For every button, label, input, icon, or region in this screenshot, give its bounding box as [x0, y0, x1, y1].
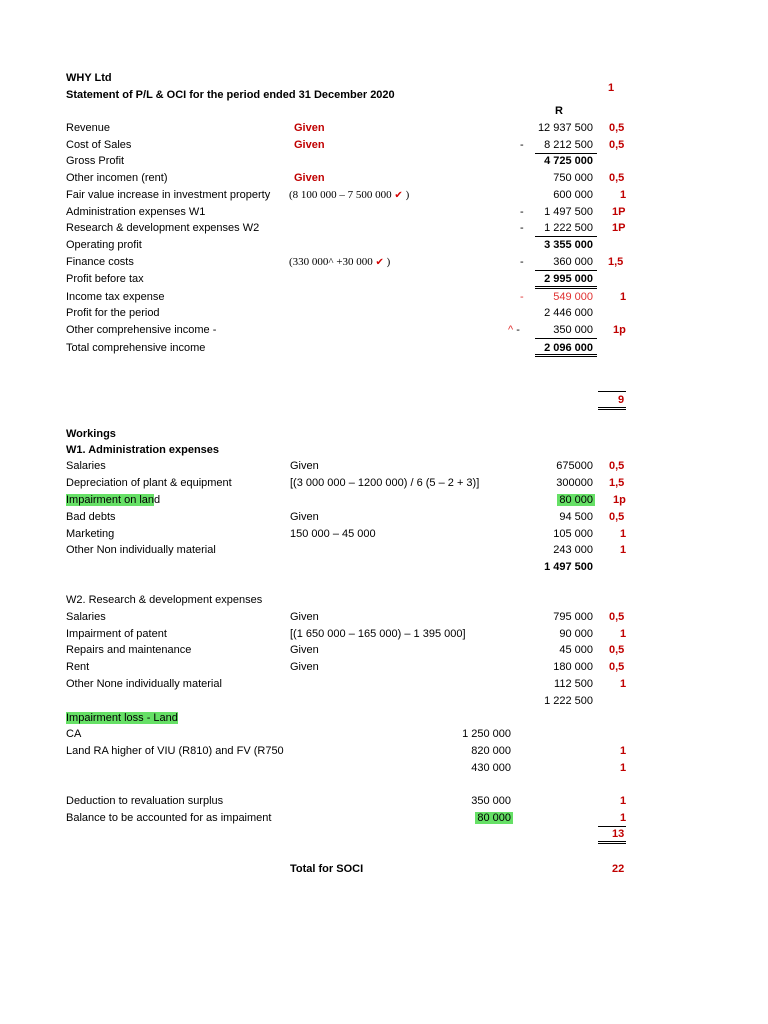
w1-note: Given [290, 511, 319, 523]
row-label: Other comprehensive income - [66, 324, 217, 336]
w1-label: Salaries [66, 460, 106, 472]
underline [535, 236, 597, 237]
row-note: (8 100 000 – 7 500 000 ✔ ) [289, 189, 410, 201]
w1-label: Marketing [66, 528, 115, 540]
w1-note: Given [290, 460, 319, 472]
imp-label: CA [66, 728, 82, 740]
row-label: Income tax expense [66, 291, 165, 303]
w1-mark: 1 [620, 544, 627, 556]
row-label: Administration expenses W1 [66, 206, 206, 218]
row-amount: 1 222 500 [544, 222, 593, 234]
label-rest: d [154, 494, 161, 506]
row-label: Total comprehensive income [66, 342, 206, 354]
row-mark: 1P [612, 206, 626, 218]
w2-label: Salaries [66, 611, 106, 623]
w1-label: Other Non individually material [66, 544, 216, 556]
total-soci-label: Total for SOCI [290, 863, 364, 875]
imp-amount [475, 811, 513, 825]
imp-mark: 1 [620, 745, 627, 757]
w1-amount: 105 000 [553, 528, 593, 540]
w2-note: [(1 650 000 – 165 000) – 1 395 000] [290, 628, 466, 640]
highlighted-amount: 80 000 [559, 494, 593, 506]
w1-amount [557, 493, 595, 507]
row-mark: 1P [612, 222, 626, 234]
imp-amount: 430 000 [471, 762, 511, 774]
row-note: Given [294, 122, 325, 134]
company-name: WHY Ltd [66, 72, 112, 84]
underline [535, 270, 597, 271]
impairment-title [66, 711, 178, 725]
highlighted-text: Impairment loss - Land [66, 712, 178, 724]
statement-title: Statement of P/L & OCI for the period ended 31 December 2020 [66, 89, 395, 101]
w2-mark: 0,5 [609, 661, 625, 673]
highlighted-text: Impairment on lan [66, 494, 155, 506]
row-amount: 360 000 [553, 256, 593, 268]
imp-mark: 1 [620, 795, 627, 807]
w2-amount: 795 000 [553, 611, 593, 623]
w1-label [66, 493, 160, 507]
row-label: Other incomen (rent) [66, 172, 168, 184]
row-sign: ^ - [508, 324, 520, 336]
row-amount: 12 937 500 [537, 122, 593, 134]
w2-amount: 180 000 [553, 661, 593, 673]
highlighted-amount: 80 000 [477, 812, 511, 824]
w2-amount: 90 000 [559, 628, 593, 640]
w1-note: 150 000 – 45 000 [290, 528, 376, 540]
w1-mark: 1p [613, 494, 626, 506]
underline [535, 338, 597, 339]
row-label: Cost of Sales [66, 139, 132, 151]
w1-amount: 94 500 [559, 511, 593, 523]
row-sign: - [520, 206, 524, 218]
w2-title: W2. Research & development expenses [66, 594, 263, 606]
row-mark: 0,5 [609, 172, 625, 184]
imp-amount: 1 250 000 [462, 728, 511, 740]
imp-amount: 350 000 [471, 795, 511, 807]
underline [598, 391, 626, 392]
imp-label: Land RA higher of VIU (R810) and FV (R750 [66, 745, 284, 757]
w2-label: Rent [66, 661, 90, 673]
w2-amount: 112 500 [554, 678, 593, 690]
double-underline [598, 841, 626, 844]
w1-total: 1 497 500 [544, 561, 593, 573]
row-amount: 350 000 [553, 324, 593, 336]
mark-top: 1 [608, 82, 615, 94]
row-amount: 2 096 000 [544, 342, 593, 354]
w2-label: Other None individually material [66, 678, 222, 690]
row-mark: 1 [620, 189, 627, 201]
imp-mark: 1 [620, 762, 627, 774]
row-note: (330 000^ +30 000 ✔ ) [289, 256, 391, 268]
w2-amount: 45 000 [559, 644, 593, 656]
caret-mark: ^ [508, 324, 514, 336]
row-label: Profit for the period [66, 307, 160, 319]
row-note-text: (8 100 000 – 7 500 000 [289, 189, 392, 201]
row-label: Revenue [66, 122, 111, 134]
row-amount: 549 000 [553, 291, 593, 303]
row-mark: 1 [620, 291, 627, 303]
double-underline [535, 354, 597, 357]
check-icon: ✔ [394, 190, 403, 201]
w1-mark: 0,5 [609, 511, 625, 523]
w1-amount: 675000 [556, 460, 593, 472]
row-label: Gross Profit [66, 155, 125, 167]
w1-label: Depreciation of plant & equipment [66, 477, 232, 489]
row-amount: 3 355 000 [544, 239, 593, 251]
w2-mark: 1 [620, 628, 627, 640]
imp-label: Deduction to revaluation surplus [66, 795, 224, 807]
row-amount: 2 995 000 [544, 273, 593, 285]
w1-label: Bad debts [66, 511, 116, 523]
w2-mark: 0,5 [609, 611, 625, 623]
row-sign: - [520, 256, 524, 268]
row-label: Finance costs [66, 256, 134, 268]
imp-label: Balance to be accounted for as impaiment [66, 812, 272, 824]
row-amount: 2 446 000 [544, 307, 593, 319]
w2-note: Given [290, 644, 319, 656]
row-sign: - [520, 291, 524, 303]
w1-amount: 243 000 [553, 544, 593, 556]
imp-amount: 820 000 [471, 745, 511, 757]
w2-note: Given [290, 611, 319, 623]
w2-note: Given [290, 661, 319, 673]
w1-mark: 1 [620, 528, 627, 540]
row-label: Fair value increase in investment property [66, 189, 271, 201]
workings-title: Workings [66, 428, 116, 440]
impairment-subtotal-mark: 13 [612, 828, 625, 840]
w2-label: Impairment of patent [66, 628, 167, 640]
w1-mark: 1,5 [609, 477, 625, 489]
w2-mark: 1 [620, 678, 627, 690]
w1-title: W1. Administration expenses [66, 444, 220, 456]
w1-mark: 0,5 [609, 460, 625, 472]
row-mark: 0,5 [609, 139, 625, 151]
row-mark: 1,5 [608, 256, 624, 268]
row-label: Research & development expenses W2 [66, 222, 260, 234]
row-sign: - [520, 139, 524, 151]
row-amount: 1 497 500 [544, 206, 593, 218]
w2-mark: 0,5 [609, 644, 625, 656]
w2-total: 1 222 500 [544, 695, 593, 707]
w1-amount: 300000 [556, 477, 593, 489]
row-sign: - [520, 222, 524, 234]
currency-header: R [555, 105, 563, 117]
w2-label: Repairs and maintenance [66, 644, 192, 656]
row-label: Operating profit [66, 239, 142, 251]
imp-mark: 1 [620, 812, 627, 824]
row-note: Given [294, 172, 325, 184]
row-note-text: (330 000^ +30 000 [289, 256, 373, 268]
row-amount: 8 212 500 [544, 139, 593, 151]
row-mark: 0,5 [609, 122, 625, 134]
row-amount: 4 725 000 [544, 155, 593, 167]
total-soci-mark: 22 [612, 863, 625, 875]
row-amount: 600 000 [553, 189, 593, 201]
row-label: Profit before tax [66, 273, 144, 285]
row-note: Given [294, 139, 325, 151]
check-icon: ✔ [375, 257, 384, 268]
double-underline [598, 407, 626, 410]
double-underline [535, 286, 597, 289]
row-amount: 750 000 [553, 172, 593, 184]
row-mark: 1p [613, 324, 626, 336]
soci-subtotal-mark: 9 [618, 394, 625, 406]
w1-note: [(3 000 000 – 1200 000) / 6 (5 – 2 + 3)] [290, 477, 480, 489]
